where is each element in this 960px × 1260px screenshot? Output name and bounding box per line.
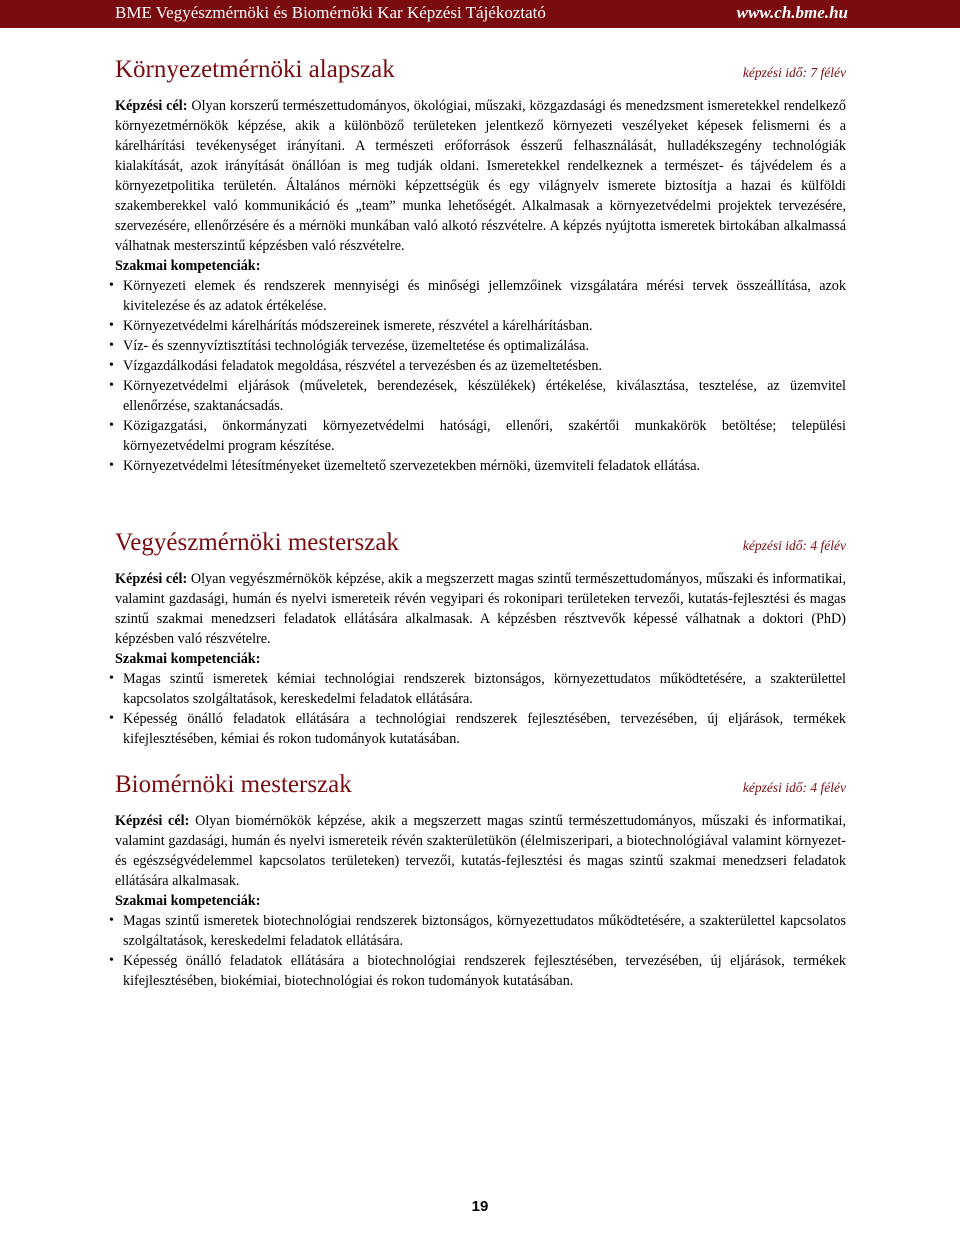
list-item: • Magas szintű ismeretek biotechnológiai rendszerek biztonságos, környezettudatos működtetésére, a szakterülettel kapcsolatos szolgáltatások, kereskedelmi feladatok ellátására. bbox=[109, 913, 846, 949]
section-heading bbox=[115, 54, 846, 88]
bullet-icon: • bbox=[109, 278, 114, 293]
list-item: • Környezeti elemek és rendszerek mennyiségi és minőségi jellemzőinek vizsgálatára mérési tervek összeállítása, azok kivitelezése és az adatok értékelése. bbox=[109, 278, 846, 314]
section-duration: képzési idő: 4 félév bbox=[742, 780, 846, 795]
competencies-label: Szakmai kompetenciák: bbox=[115, 258, 261, 274]
bullet-icon: • bbox=[109, 671, 114, 686]
goal-paragraph bbox=[115, 811, 846, 891]
section-title: Vegyészmérnöki mesterszak bbox=[115, 529, 399, 556]
goal-label: Képzési cél: bbox=[115, 571, 188, 587]
competencies-label: Szakmai kompetenciák: bbox=[115, 651, 261, 667]
bullet-icon: • bbox=[109, 378, 114, 393]
section-kornyezetmernoki bbox=[109, 54, 846, 476]
bullet-icon: • bbox=[109, 418, 114, 433]
page-header bbox=[0, 0, 960, 28]
list-item: • Képesség önálló feladatok ellátására a technológiai rendszerek fejlesztésében, tervezésében, új eljárások, termékek kifejlesztésében, kémiai és rokon tudományok kutatásában. bbox=[109, 711, 846, 747]
goal-text: Olyan vegyészmérnökök képzése, akik a megszerzett magas szintű természettudományos, műszaki és informatikai, valamint gazdasági, humán és nyelvi ismereteik révén vegyipari és rokonipari területeken tervezői, kutatás-fejlesztési és magas szintű szakmai menedzseri feladatok ellátására alkalmasak. A képzésben résztvevők képessé válhatnak a doktori (PhD) képzésben való részvételre. bbox=[115, 571, 847, 647]
goal-paragraph bbox=[115, 569, 846, 649]
section-heading bbox=[115, 527, 846, 561]
list-item: • Képesség önálló feladatok ellátására a biotechnológiai rendszerek fejlesztésében, tervezésében, új eljárások, termékek kifejlesztésében, biokémiai, biotechnológiai és rokon tudományok kutatásában. bbox=[109, 953, 846, 989]
bullet-icon: • bbox=[109, 458, 114, 473]
list-item: • Környezetvédelmi létesítményeket üzemeltető szervezetekben mérnöki, üzemviteli feladatok ellátása. bbox=[109, 458, 701, 474]
bullet-icon: • bbox=[109, 913, 114, 928]
bullet-icon: • bbox=[109, 318, 114, 333]
header-url[interactable]: www.ch.bme.hu bbox=[736, 3, 848, 22]
section-title: Környezetmérnöki alapszak bbox=[115, 56, 395, 83]
competency-list bbox=[109, 669, 846, 749]
section-heading bbox=[115, 769, 846, 803]
section-duration: képzési idő: 4 félév bbox=[742, 538, 846, 553]
list-item: • Környezetvédelmi eljárások (műveletek, berendezések, készülékek) értékelése, kiválasztása, tesztelése, az üzemvitel ellenőrzése, szaktanácsadás. bbox=[109, 378, 846, 414]
competency-list bbox=[109, 911, 846, 991]
list-item: • Közigazgatási, önkormányzati környezetvédelmi hatósági, ellenőri, szakértői munkakörök betöltése; települési környezetvédelmi program készítése. bbox=[109, 418, 846, 454]
bullet-icon: • bbox=[109, 711, 114, 726]
goal-text: Olyan korszerű természettudományos, ökológiai, műszaki, közgazdasági és menedzsment ismeretekkel rendelkező környezetmérnökök képzése, akik a különböző területeken jelentkező környezeti veszélyeket képesek felismerni és a kárelhárítási tevékenységet irányítani. A természeti erőforrások ésszerű felhasználását, hulladékszegény technológiák kialakítását, azok irányítását önállóan is meg tudják oldani. Ismeretekkel rendelkeznek a természet- és tájvédelem és a környezetpolitika területén. Általános mérnöki képzettségük és egy világnyelv ismerete biztosítja a hazai és külföldi szakemberekkel való kommunikáció és „team” munka lehetőségét. Alkalmasak a környezetvédelmi projektek tervezésére, szervezésére, ellenőrzésére és a mérnöki munkában való alkotó részvételre. A képzés nyújtotta ismeretek birtokában alkalmassá válhatnak mesterszintű képzésben való részvételre. bbox=[115, 98, 846, 254]
list-item: • Magas szintű ismeretek kémiai technológiai rendszerek biztonságos, környezettudatos működtetésére, a szakterülettel kapcsolatos szolgáltatások, kereskedelmi feladatok ellátására. bbox=[109, 671, 846, 707]
list-item: • Vízgazdálkodási feladatok megoldása, részvétel a tervezésben és az üzemeltetésben. bbox=[109, 358, 602, 374]
list-item: • Víz- és szennyvíztisztítási technológiák tervezése, üzemeltetése és optimalizálása. bbox=[109, 338, 590, 354]
section-duration: képzési idő: 7 félév bbox=[742, 65, 846, 80]
header-title: BME Vegyészmérnöki és Biomérnöki Kar Képzési Tájékoztató bbox=[115, 3, 546, 22]
page-number: 19 bbox=[471, 1198, 489, 1215]
goal-paragraph bbox=[115, 96, 846, 256]
competency-list bbox=[109, 276, 846, 476]
goal-text: Olyan biomérnökök képzése, akik a megszerzett magas szintű természettudományos, műszaki és informatikai, valamint gazdasági, humán és nyelvi ismereteik révén szakterületükön (élelmiszeripari, a biotechnológiával valamint környezet- és egészségvédelemmel kapcsolatos területeken) tervezői, kutatás-fejlesztési és magas szintű szakmai menedzseri feladatok ellátására alkalmasak. bbox=[115, 813, 847, 889]
bullet-icon: • bbox=[109, 338, 114, 353]
goal-label: Képzési cél: bbox=[115, 813, 190, 829]
list-item: • Környezetvédelmi kárelhárítás módszereinek ismerete, részvétel a kárelhárításban. bbox=[109, 318, 593, 334]
bullet-icon: • bbox=[109, 953, 114, 968]
section-title: Biomérnöki mesterszak bbox=[115, 771, 352, 798]
bullet-icon: • bbox=[109, 358, 114, 373]
section-vegyeszmernoki bbox=[109, 527, 847, 749]
section-biomernoki bbox=[109, 769, 847, 991]
goal-label: Képzési cél: bbox=[115, 98, 188, 114]
competencies-label: Szakmai kompetenciák: bbox=[115, 893, 261, 909]
